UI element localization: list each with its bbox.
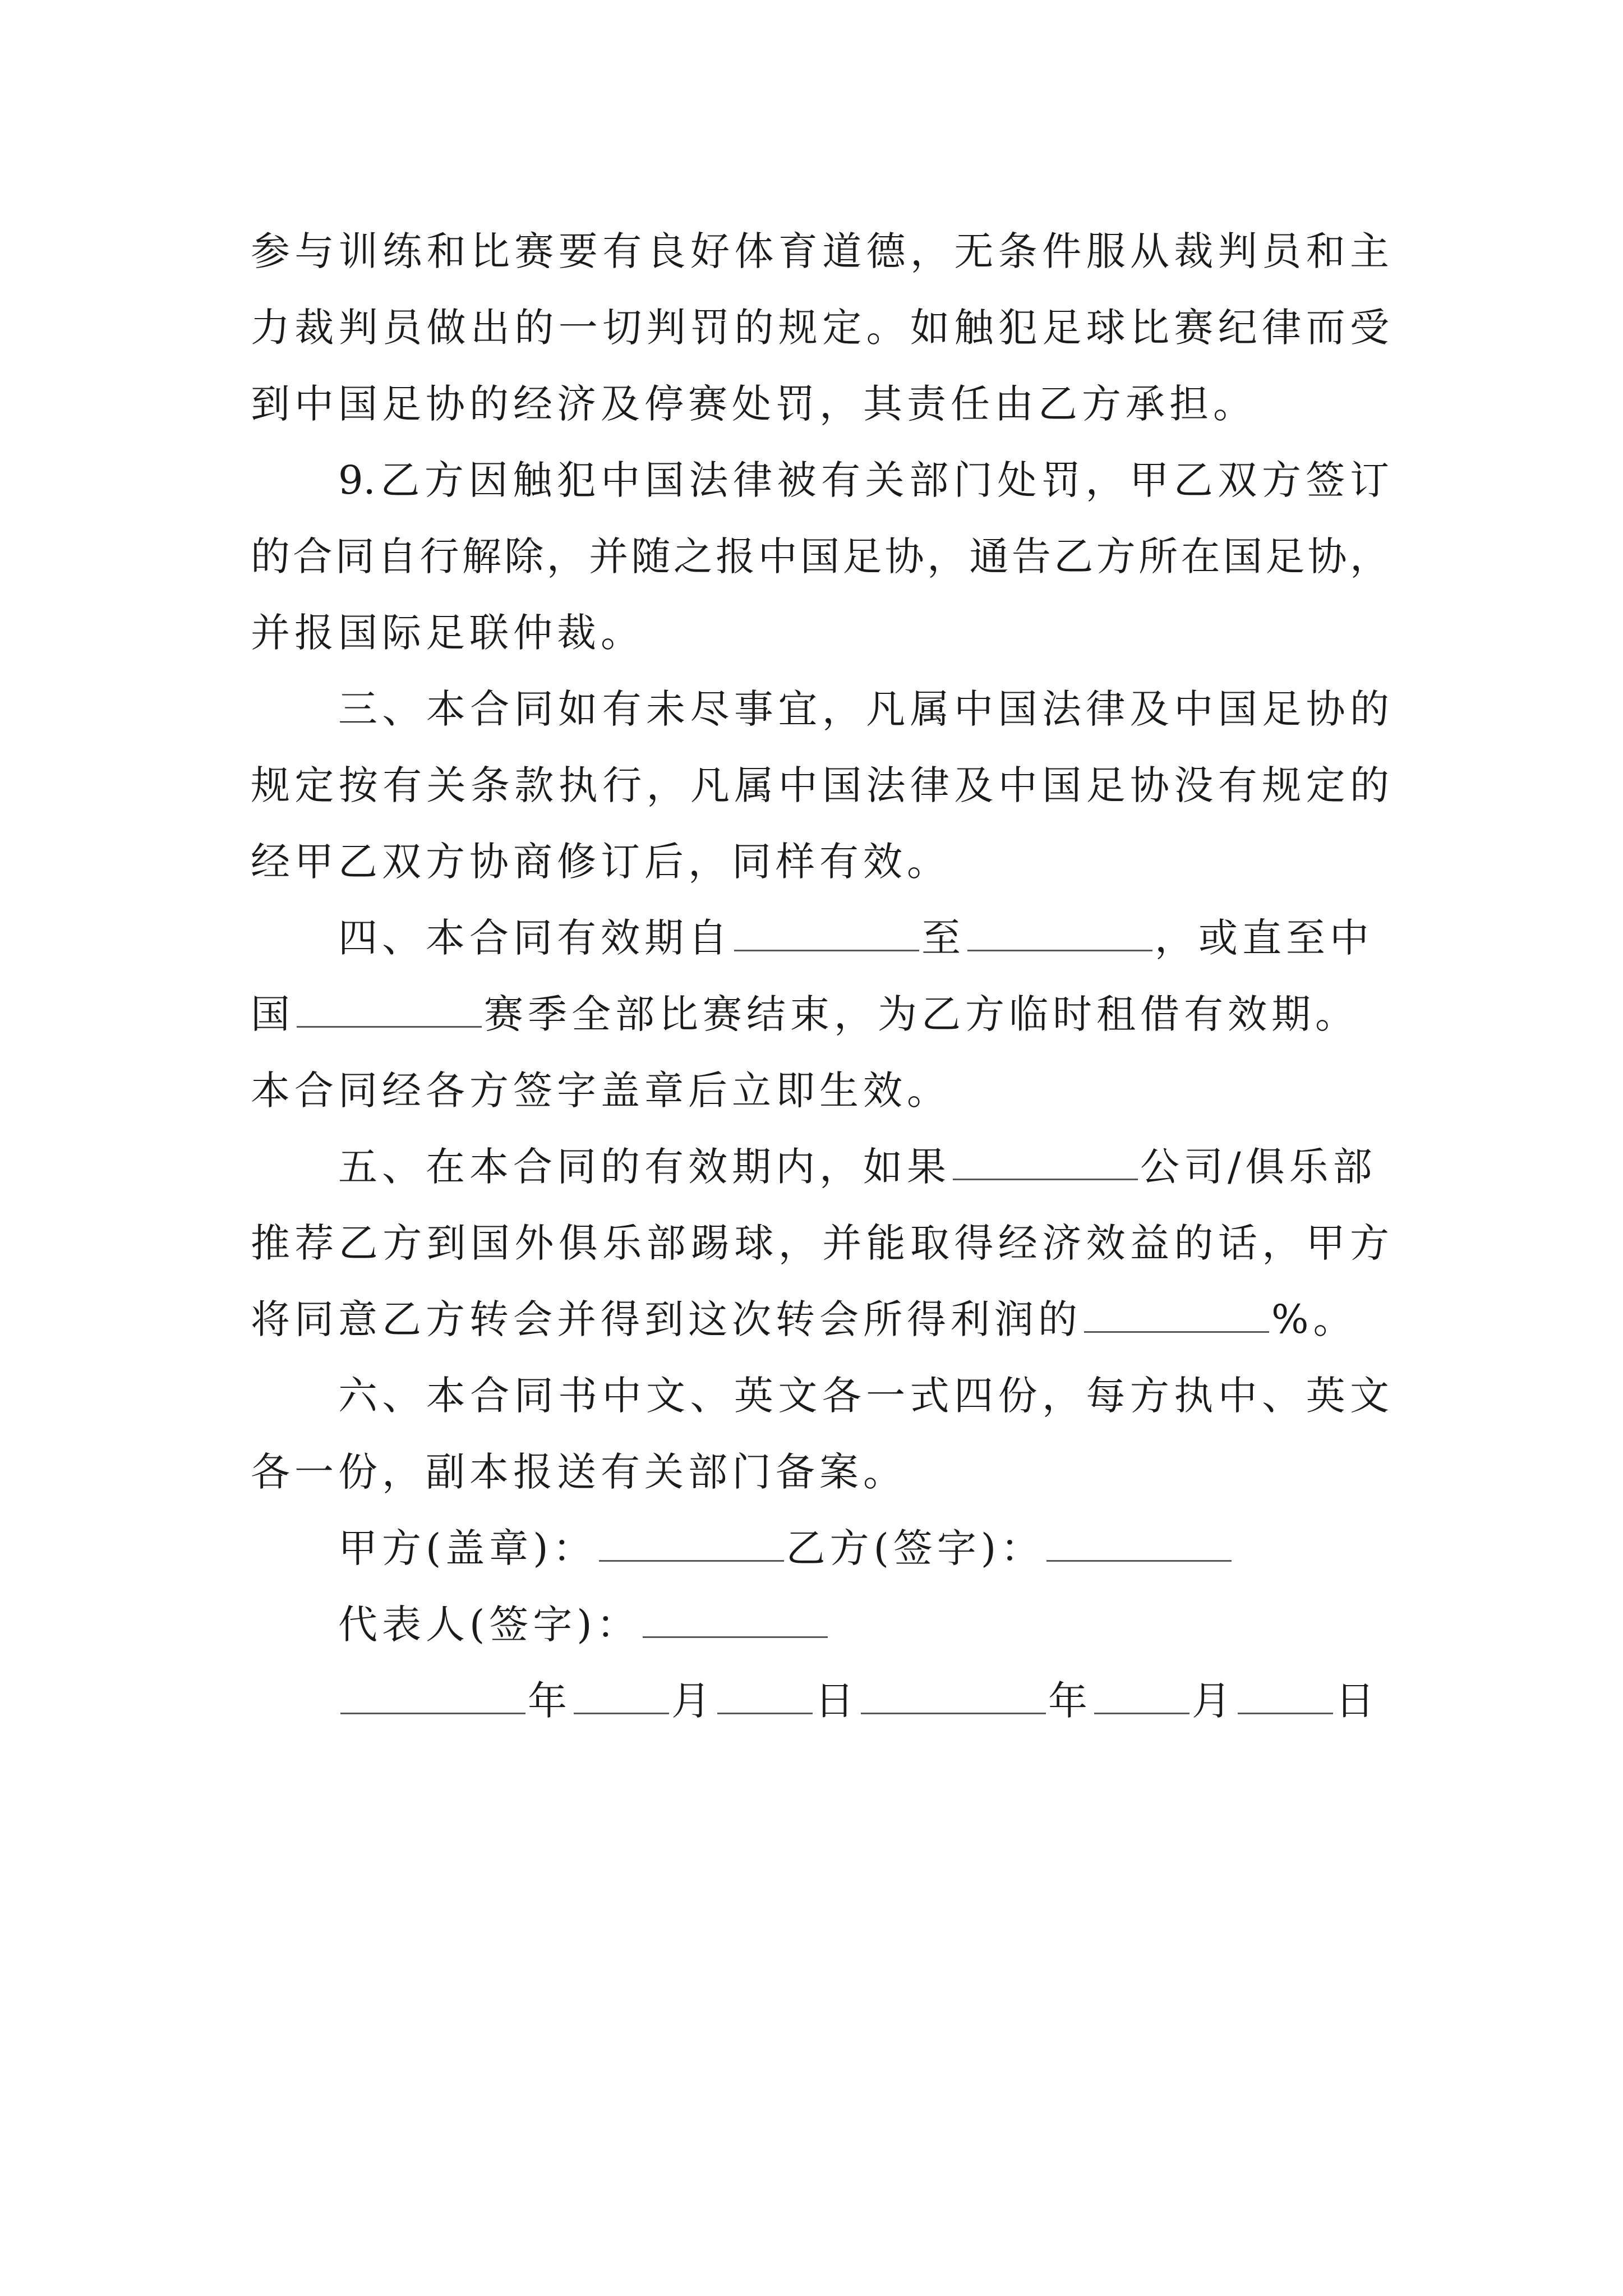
clause-5-line — [251, 1129, 1389, 1205]
start-date-blank[interactable] — [734, 918, 919, 951]
clause-9-line: 9.乙方因触犯中国法律被有关部门处罚，甲乙双方签订 — [338, 457, 1389, 503]
party-a-month-blank[interactable] — [574, 1681, 669, 1714]
month-label: 月 — [671, 1678, 715, 1724]
year-label: 年 — [1048, 1678, 1092, 1724]
party-b-month-blank[interactable] — [1094, 1681, 1189, 1714]
clause-4-text: 四、本合同有效期自 — [338, 915, 732, 961]
clause-5-text: 将同意乙方转会并得到这次转会所得利润的 — [251, 1296, 1082, 1342]
clause-4-text: 赛季全部比赛结束，为乙方临时租借有效期。 — [484, 991, 1359, 1037]
clause-6-line: 六、本合同书中文、英文各一式四份，每方执中、英文 — [338, 1373, 1389, 1419]
clause-3-line: 规定按有关条款执行，凡属中国法律及中国足协没有规定的 — [251, 762, 1389, 808]
clause-4-text: 至 — [921, 915, 965, 961]
day-label: 日 — [815, 1678, 859, 1724]
clause-4-text: 国 — [251, 991, 294, 1037]
clause-3-line: 经甲乙双方协商修订后，同样有效。 — [251, 839, 951, 885]
clause-5-text: %。 — [1271, 1296, 1357, 1342]
clause-4-line — [251, 900, 1389, 976]
paragraph-line: 力裁判员做出的一切判罚的规定。如触犯足球比赛纪律而受 — [251, 305, 1389, 351]
clause-5-line — [251, 1281, 1389, 1358]
party-a-year-blank[interactable] — [340, 1681, 525, 1714]
party-b-year-blank[interactable] — [861, 1681, 1046, 1714]
clause-3-line: 三、本合同如有未尽事宜，凡属中国法律及中国足协的 — [338, 686, 1389, 732]
day-label: 日 — [1335, 1678, 1379, 1724]
end-date-blank[interactable] — [967, 918, 1152, 951]
clause-4-line: 本合同经各方签字盖章后立即生效。 — [251, 1068, 951, 1114]
company-blank[interactable] — [953, 1147, 1138, 1180]
clause-5-text: 五、在本合同的有效期内，如果 — [338, 1144, 951, 1190]
clause-4-line — [251, 976, 1389, 1052]
season-blank[interactable] — [297, 995, 482, 1028]
party-b-signature-blank[interactable] — [1046, 1529, 1232, 1562]
party-b-day-blank[interactable] — [1238, 1681, 1333, 1714]
profit-percent-blank[interactable] — [1084, 1300, 1269, 1333]
representative-label: 代表人(签字)： — [338, 1602, 640, 1648]
clause-5-line: 推荐乙方到国外俱乐部踢球，并能取得经济效益的话，甲方 — [251, 1220, 1389, 1266]
date-line — [251, 1663, 1389, 1739]
month-label: 月 — [1192, 1678, 1235, 1724]
clause-9-line: 的合同自行解除，并随之报中国足协，通告乙方所在国足协， — [251, 533, 1389, 579]
contract-body — [251, 213, 1389, 1739]
clause-9-line: 并报国际足联仲裁。 — [251, 610, 644, 656]
clause-5-text: 公司/俱乐部 — [1140, 1144, 1377, 1190]
clause-6-line: 各一份，副本报送有关部门备案。 — [251, 1449, 907, 1495]
paragraph-line: 到中国足协的经济及停赛处罚，其责任由乙方承担。 — [251, 381, 1257, 427]
paragraph-line: 参与训练和比赛要有良好体育道德，无条件服从裁判员和主 — [251, 228, 1389, 274]
party-b-label: 乙方(签字)： — [786, 1525, 1045, 1571]
clause-4-text: ，或直至中 — [1155, 915, 1373, 961]
signature-line — [251, 1510, 1389, 1586]
representative-signature-blank[interactable] — [643, 1605, 828, 1638]
year-label: 年 — [528, 1678, 571, 1724]
party-a-label: 甲方(盖章)： — [338, 1525, 597, 1571]
representative-line — [251, 1586, 1389, 1663]
party-a-day-blank[interactable] — [717, 1681, 813, 1714]
party-a-seal-blank[interactable] — [599, 1529, 784, 1562]
